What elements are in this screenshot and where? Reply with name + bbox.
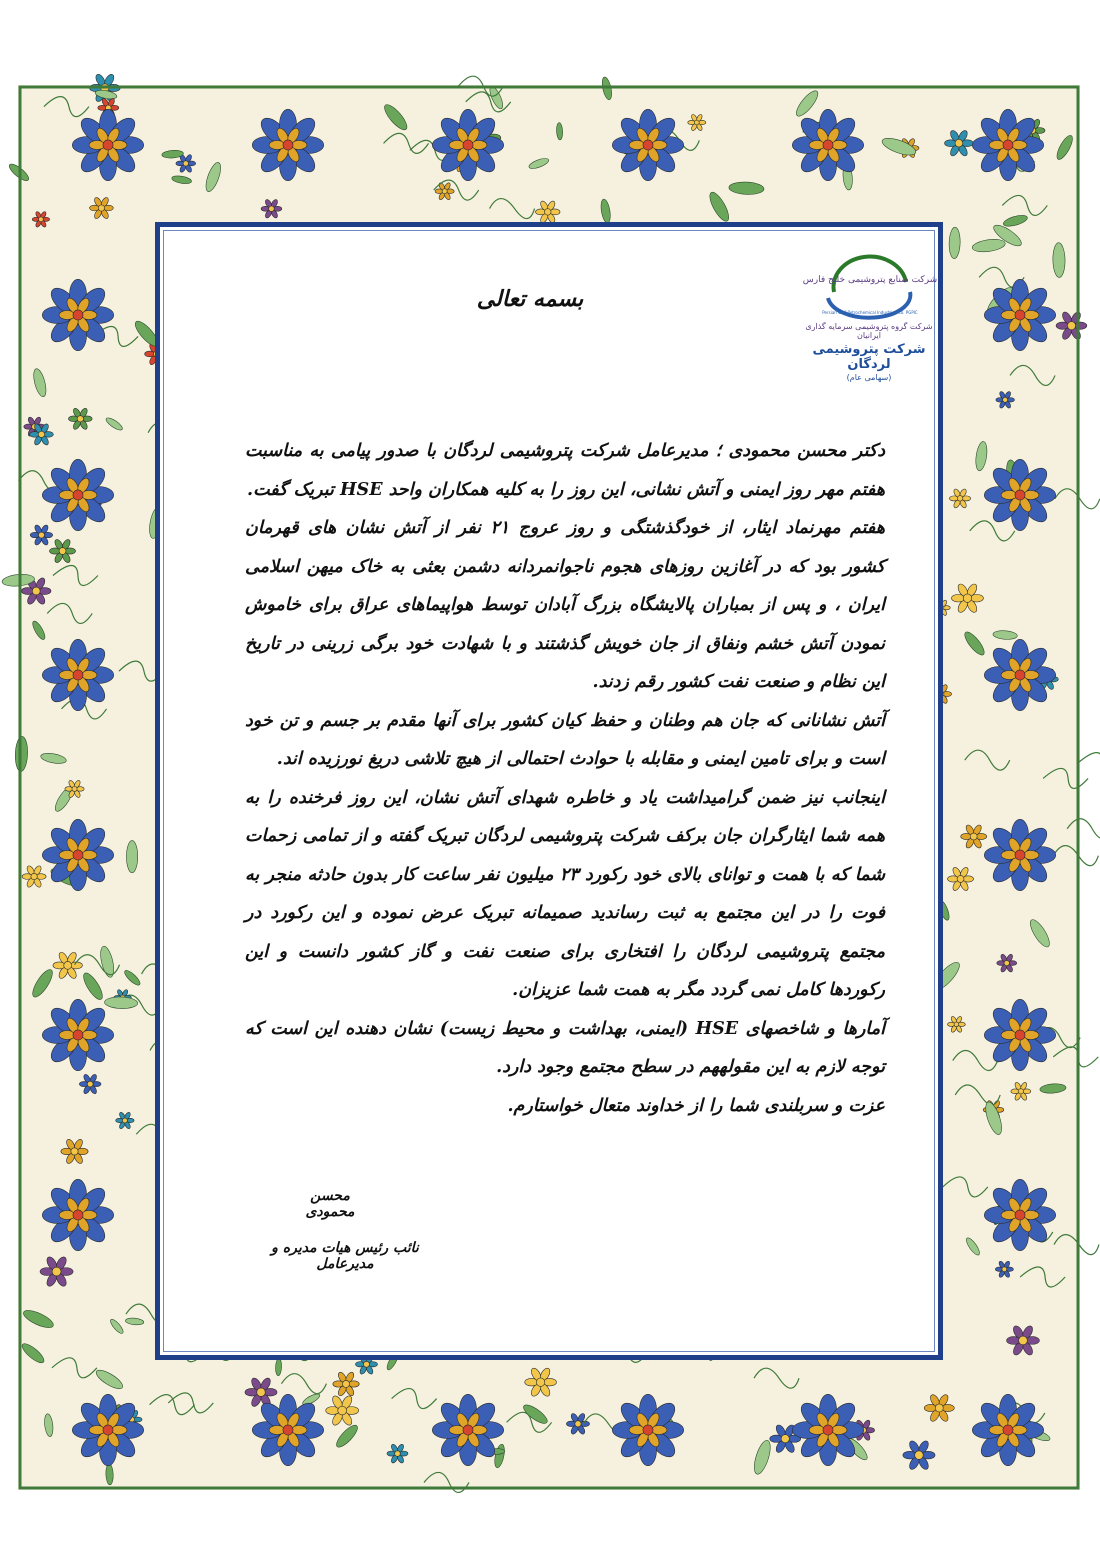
paragraph: عزت و سربلندی شما را از خداوند متعال خواستارم. (507, 1095, 885, 1116)
letter-body (245, 432, 885, 1125)
paragraph: آتش نشانانی که جان هم وطنان و حفظ کیان کشور برای آنها مقدم بر جسم و تن خود است و برای تامین ایمنی و مقابله با حوادث احتمالی از هیچ تلاشی دریغ نورزیده اند. (245, 710, 885, 769)
logo-company-english: Persian Gulf Petrochemical Industries Co. PGPIC (822, 310, 918, 315)
paragraph: اینجانب نیز ضمن گرامیداشت یاد و خاطره شهدای آتش نشان، این روز فرخنده را به همه شما ایثارگران جان برکف شرکت پتروشیمی لردگان تبریک گفته و از تمامی زحمات شما که با همت و توانای بالای خود رکورد ۲۳ میلیون نفر ساعت کار بدون حادثه منجر به فوت را در این مجتمع به ثبت رساندید صمیمانه تبریک عرض نموده و این رکورد در مجتمع پتروشیمی لردگان را افتخاری برای صنعت نفت و گاز کشور دانست و این رکوردها کامل نمی گردد مگر به همت شما عزیزان. (245, 787, 885, 1000)
letter-heading: بسمه تعالی (476, 286, 584, 312)
paragraph: هفتم مهرنماد ایثار، از خودگذشتگی و روز عروج ۲۱ نفر از آتش نشان های قهرمان کشور بود که در آغازین روزهای هجوم ناجوانمردانه دشمن بعثی به خاک میهن اسلامی ایران ، و پس از بمباران پالایشگاه بزرگ آبادان توسط هواپیماهای عراق برای خاموش نمودن آتش خشم ونفاق از جان خویش گذشتند و با شهادت خود برگی زرینی در تاریخ این نظام و صنعت نفت کشور رقم زدند. (245, 518, 885, 692)
signature-title: نائب رئیس هیات مدیره و مدیرعامل (271, 1240, 419, 1272)
paragraph: دکتر محسن محمودی ؛ مدیرعامل شرکت پتروشیمی لردگان با صدور پیامی به مناسبت هفتم مهر روز ایمنی و آتش نشانی، این روز را به کلیه همکاران واحد HSE تبریک گفت. (245, 441, 885, 500)
company-logo (802, 252, 938, 382)
pgpic-logo-mark (802, 252, 938, 318)
logo-company-name: شرکت پتروشیمی لردگان (812, 342, 926, 372)
logo-company-type: (سهامی عام) (846, 373, 892, 382)
paragraph: آمارها و شاخصهای HSE (ایمنی، بهداشت و محیط زیست) نشان دهنده این است که توجه لازم به این مقولههم در سطح مجتمع وجود دارد. (245, 1018, 885, 1077)
signature-name: محسن محمودی (305, 1188, 355, 1220)
logo-group-line: شرکت گروه پتروشیمی سرمایه گذاری ایرانیان (805, 322, 933, 340)
logo-company-upper: شرکت صنایع پتروشیمی خلیج فارس (802, 275, 938, 285)
